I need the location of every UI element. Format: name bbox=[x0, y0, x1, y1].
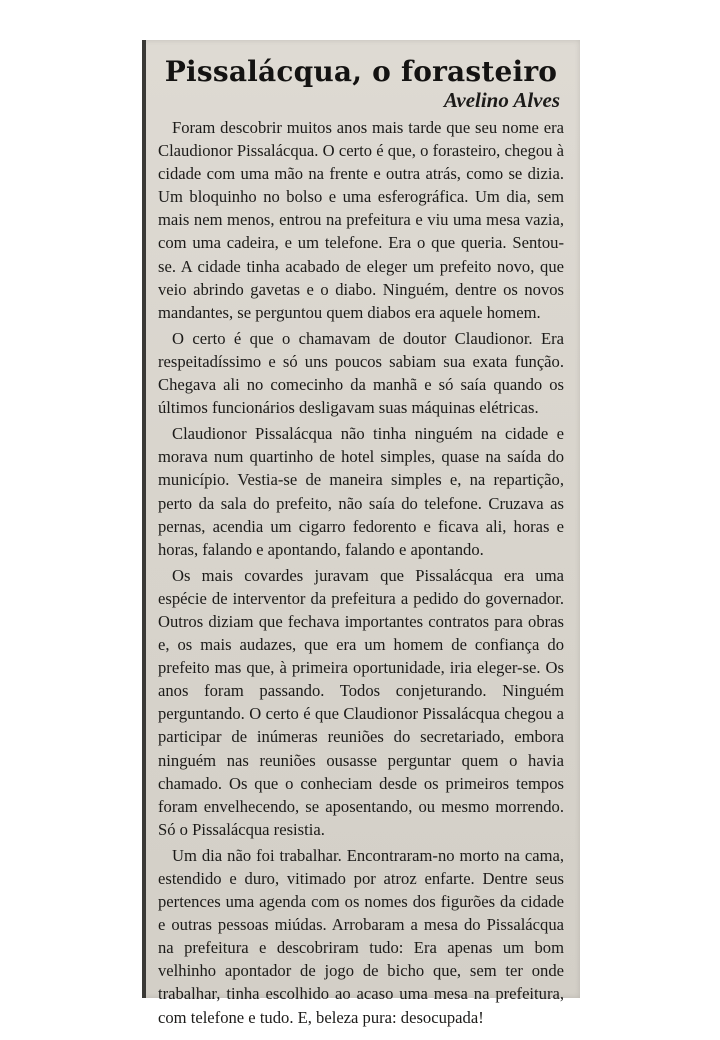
article-paragraph: Os mais covardes juravam que Pissalácqua era uma espécie de interventor da prefeitura a pedido do governador. Outros diziam que fechava importantes contratos para obras e, os mais audazes, que era um homem de confiança do prefeito mas que, à primeira oportunidade, iria eleger-se. Os anos foram passando. Todos conjeturando. Ninguém perguntando. O certo é que Claudionor Pissalácqua chegou a participar de inúmeras reuniões do secretariado, embora ninguém nas reuniões ousasse perguntar quem o havia chamado. Os que o conheciam desde os primeiros tempos foram envelhecendo, se aposentando, ou mesmo morrendo. Só o Pissalácqua resistia. bbox=[158, 565, 564, 839]
newspaper-clipping bbox=[142, 40, 580, 1027]
article-paragraph: O certo é que o chamavam de doutor Claudionor. Era respeitadíssimo e só uns poucos sabiam sua exata função. Chegava ali no comecinho da manhã e só saía quando os últimos funcionários desligavam suas máquinas elétricas. bbox=[158, 328, 564, 418]
article-paragraph: Um dia não foi trabalhar. Encontraram-no morto na cama, estendido e duro, vitimado por atroz enfarte. Dentre seus pertences uma agenda com os nomes dos figurões da cidade e outras pessoas miúdas. Arrobaram a mesa do Pissalácqua na prefeitura e descobriram tudo: Era apenas um bom velhinho apontador de jogo de bicho que, sem ter onde trabalhar, tinha escolhido ao acaso uma mesa na prefeitura, com telefone e tudo. E, beleza pura: desocupada! bbox=[158, 845, 564, 1027]
article-body bbox=[158, 116, 564, 1029]
article-title: Pissalácqua, o forasteiro bbox=[164, 55, 558, 88]
article-paragraph: Claudionor Pissalácqua não tinha ninguém na cidade e morava num quartinho de hotel simples, quase na saída do município. Vestia-se de maneira simples e, na repartição, perto da sala do prefeito, não saía do telefone. Cruzava as pernas, acendia um cigarro fedorento e ficava ali, horas e horas, falando e apontando, falando e apontando. bbox=[158, 424, 564, 559]
article-author: Avelino Alves bbox=[443, 88, 560, 112]
article-paragraph: Foram descobrir muitos anos mais tarde que seu nome era Claudionor Pissalácqua. O certo é que, o forasteiro, chegou à cidade com uma mão na frente e outra atrás, como se dizia. Um bloquinho no bolso e uma esferográfica. Um dia, sem mais nem menos, entrou na prefeitura e viu uma mesa vazia, com uma cadeira, e um telefone. Era o que queria. Sentou-se. A cidade tinha acabado de eleger um prefeito novo, que veio abrindo gavetas e o diabo. Ninguém, dentre os novos mandantes, se perguntou quem diabos era aquele homem. bbox=[158, 118, 564, 322]
